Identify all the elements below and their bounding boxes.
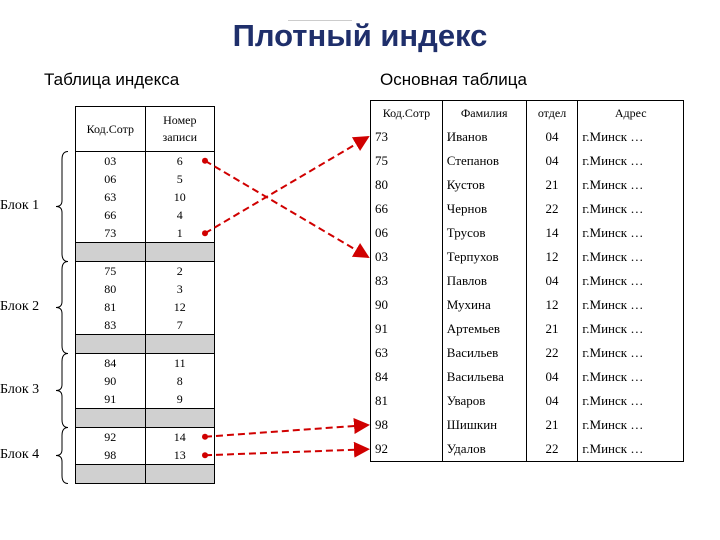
main-cell: г.Минск … — [578, 293, 684, 317]
main-cell: г.Минск … — [578, 149, 684, 173]
main-cell: 90 — [371, 293, 443, 317]
main-row — [371, 221, 684, 245]
index-row — [76, 188, 215, 206]
main-cell: Павлов — [442, 269, 526, 293]
main-cell: Васильева — [442, 365, 526, 389]
main-header-cell: Адрес — [578, 101, 684, 126]
main-cell: Чернов — [442, 197, 526, 221]
main-cell: Трусов — [442, 221, 526, 245]
index-cell: 06 — [76, 170, 146, 188]
main-row — [371, 437, 684, 462]
main-row — [371, 173, 684, 197]
main-cell: Шишкин — [442, 413, 526, 437]
index-row — [76, 298, 215, 316]
index-row — [76, 262, 215, 281]
index-cell: 90 — [76, 372, 146, 390]
index-cell: 63 — [76, 188, 146, 206]
index-cell: 10 — [145, 188, 214, 206]
main-cell: 06 — [371, 221, 443, 245]
main-cell: г.Минск … — [578, 269, 684, 293]
main-cell: 63 — [371, 341, 443, 365]
block-brace — [56, 354, 68, 428]
main-cell: 14 — [526, 221, 578, 245]
index-free-cell — [145, 243, 214, 262]
index-free-cell — [76, 465, 146, 484]
main-row — [371, 413, 684, 437]
index-row — [76, 390, 215, 409]
block-brace — [56, 262, 68, 354]
index-cell: 12 — [145, 298, 214, 316]
index-header-cell: Код.Сотр — [76, 107, 146, 152]
main-cell: 04 — [526, 149, 578, 173]
main-cell: Степанов — [442, 149, 526, 173]
main-cell: 91 — [371, 317, 443, 341]
main-cell: 22 — [526, 341, 578, 365]
index-cell: 4 — [145, 206, 214, 224]
index-free-row — [76, 243, 215, 262]
main-cell: 04 — [526, 389, 578, 413]
index-cell: 6 — [145, 152, 214, 171]
main-header-cell: отдел — [526, 101, 578, 126]
index-cell: 03 — [76, 152, 146, 171]
main-cell: Уваров — [442, 389, 526, 413]
main-row — [371, 197, 684, 221]
index-free-row — [76, 335, 215, 354]
index-free-row — [76, 465, 215, 484]
main-cell: Иванов — [442, 125, 526, 149]
main-cell: 12 — [526, 293, 578, 317]
index-cell: 1 — [145, 224, 214, 243]
main-cell: 80 — [371, 173, 443, 197]
main-cell: 22 — [526, 197, 578, 221]
main-cell: Васильев — [442, 341, 526, 365]
main-cell: 66 — [371, 197, 443, 221]
main-row — [371, 245, 684, 269]
index-row — [76, 152, 215, 171]
index-row — [76, 224, 215, 243]
block-label: Блок 4 — [0, 446, 40, 462]
main-cell: 84 — [371, 365, 443, 389]
main-cell: г.Минск … — [578, 197, 684, 221]
index-row — [76, 372, 215, 390]
index-cell: 66 — [76, 206, 146, 224]
main-cell: г.Минск … — [578, 317, 684, 341]
main-row — [371, 293, 684, 317]
index-cell: 84 — [76, 354, 146, 373]
index-cell: 3 — [145, 280, 214, 298]
main-table-caption: Основная таблица — [380, 70, 527, 89]
index-free-cell — [76, 335, 146, 354]
block-label: Блок 3 — [0, 381, 40, 397]
index-header-row — [76, 107, 215, 152]
main-cell: 22 — [526, 437, 578, 462]
main-cell: г.Минск … — [578, 389, 684, 413]
index-table-caption: Таблица индекса — [44, 70, 180, 89]
main-cell: 04 — [526, 365, 578, 389]
index-free-cell — [145, 409, 214, 428]
index-row — [76, 170, 215, 188]
main-cell: 12 — [526, 245, 578, 269]
block-label: Блок 2 — [0, 298, 40, 314]
index-cell: 92 — [76, 428, 146, 447]
index-cell: 2 — [145, 262, 214, 281]
index-table — [75, 106, 215, 484]
main-row — [371, 269, 684, 293]
pointer-arrow — [205, 137, 368, 233]
index-row — [76, 428, 215, 447]
index-free-cell — [76, 409, 146, 428]
main-row — [371, 365, 684, 389]
main-table — [370, 100, 684, 462]
main-cell: 73 — [371, 125, 443, 149]
index-row — [76, 206, 215, 224]
index-cell: 11 — [145, 354, 214, 373]
index-cell: 75 — [76, 262, 146, 281]
index-row — [76, 280, 215, 298]
index-free-cell — [145, 465, 214, 484]
pointer-arrow — [205, 425, 368, 437]
index-row — [76, 446, 215, 465]
main-cell: г.Минск … — [578, 221, 684, 245]
index-free-row — [76, 409, 215, 428]
index-free-cell — [76, 243, 146, 262]
index-cell: 14 — [145, 428, 214, 447]
main-header-cell: Фамилия — [442, 101, 526, 126]
index-cell: 7 — [145, 316, 214, 335]
main-cell: г.Минск … — [578, 413, 684, 437]
main-cell: г.Минск … — [578, 437, 684, 462]
main-cell: 04 — [526, 269, 578, 293]
index-free-cell — [145, 335, 214, 354]
index-cell: 91 — [76, 390, 146, 409]
block-brace — [56, 428, 68, 484]
main-cell: г.Минск … — [578, 365, 684, 389]
block-brace — [56, 152, 68, 262]
main-cell: Кустов — [442, 173, 526, 197]
main-cell: 92 — [371, 437, 443, 462]
pointer-arrow — [205, 449, 368, 455]
main-row — [371, 389, 684, 413]
index-cell: 9 — [145, 390, 214, 409]
main-row — [371, 149, 684, 173]
main-cell: Артемьев — [442, 317, 526, 341]
main-cell: Мухина — [442, 293, 526, 317]
main-row — [371, 341, 684, 365]
index-cell: 5 — [145, 170, 214, 188]
main-cell: г.Минск … — [578, 125, 684, 149]
main-cell: 21 — [526, 413, 578, 437]
main-cell: 83 — [371, 269, 443, 293]
main-row — [371, 125, 684, 149]
index-cell: 8 — [145, 372, 214, 390]
index-cell: 83 — [76, 316, 146, 335]
main-cell: 21 — [526, 317, 578, 341]
main-cell: г.Минск … — [578, 341, 684, 365]
main-cell: г.Минск … — [578, 173, 684, 197]
main-row — [371, 317, 684, 341]
index-cell: 80 — [76, 280, 146, 298]
main-cell: 04 — [526, 125, 578, 149]
main-header-row — [371, 101, 684, 126]
main-header-cell: Код.Сотр — [371, 101, 443, 126]
main-cell: Терпухов — [442, 245, 526, 269]
index-cell: 13 — [145, 446, 214, 465]
main-cell: г.Минск … — [578, 245, 684, 269]
main-cell: 98 — [371, 413, 443, 437]
index-cell: 81 — [76, 298, 146, 316]
main-cell: Удалов — [442, 437, 526, 462]
page-title: Плотный индекс — [232, 18, 488, 53]
main-cell: 81 — [371, 389, 443, 413]
main-cell: 21 — [526, 173, 578, 197]
index-row — [76, 316, 215, 335]
main-cell: 03 — [371, 245, 443, 269]
index-cell: 98 — [76, 446, 146, 465]
main-cell: 75 — [371, 149, 443, 173]
block-label: Блок 1 — [0, 197, 40, 213]
index-cell: 73 — [76, 224, 146, 243]
index-row — [76, 354, 215, 373]
pointer-arrow — [205, 161, 368, 257]
index-header-cell: Номер записи — [145, 107, 214, 152]
